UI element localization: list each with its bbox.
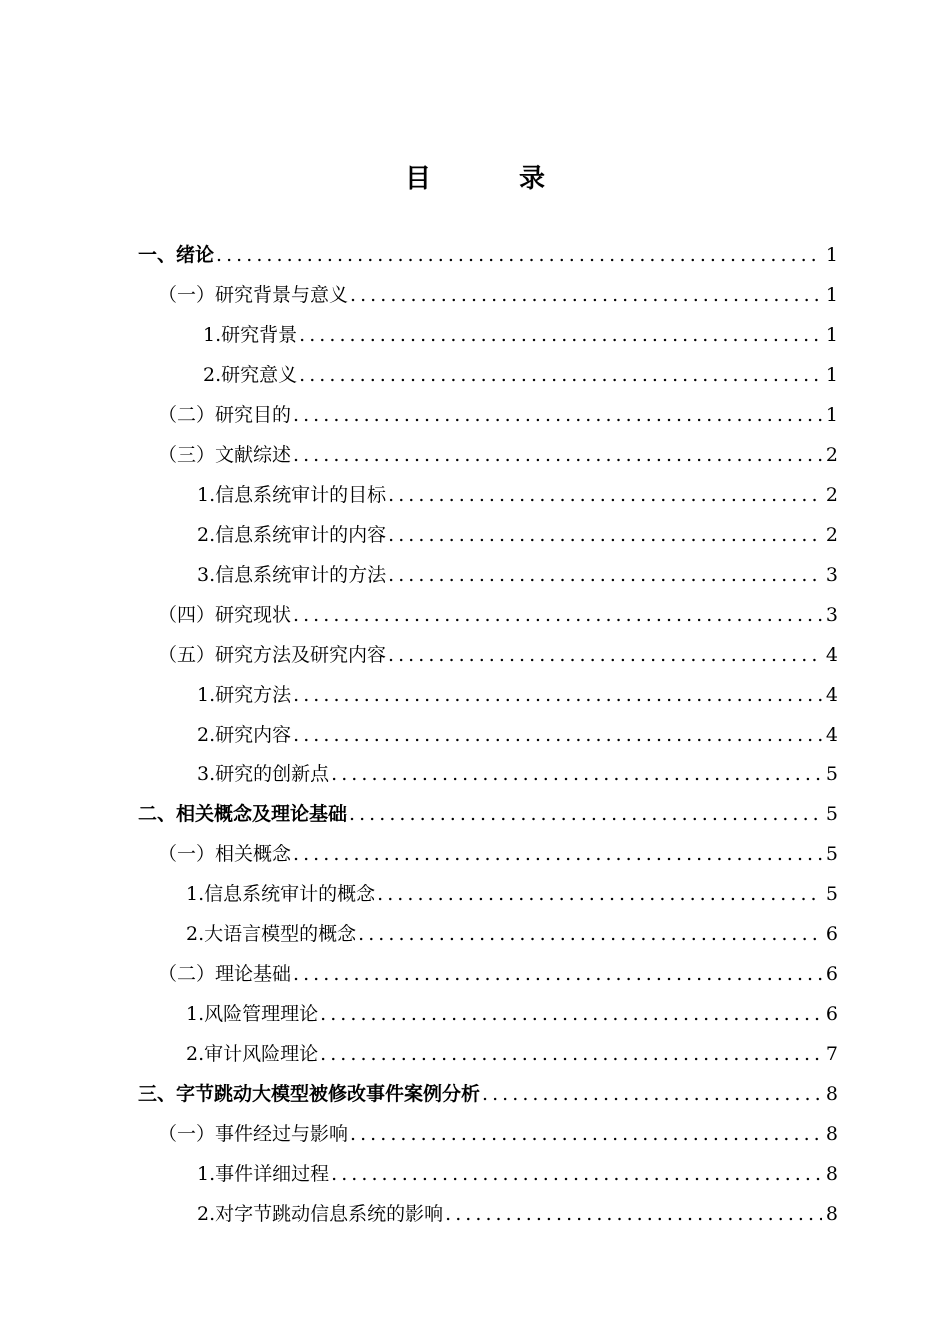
toc-entry-label: （三）文献综述 xyxy=(158,443,292,466)
dot-leader xyxy=(293,435,822,475)
toc-entry-page-number: 4 xyxy=(825,683,838,706)
dot-leader xyxy=(293,834,822,874)
toc-entry-page-number: 5 xyxy=(825,843,838,866)
toc-entry-label: 1.研究背景 xyxy=(203,323,298,346)
dot-leader xyxy=(358,914,822,954)
toc-entry-page-number: 6 xyxy=(825,923,838,946)
toc-title-char-1: 目 xyxy=(404,164,431,194)
dot-leader xyxy=(320,994,822,1034)
dot-leader xyxy=(388,475,822,515)
toc-entry-label: 1.研究方法 xyxy=(197,683,292,706)
dot-leader xyxy=(299,355,822,395)
dot-leader xyxy=(293,595,822,635)
toc-title xyxy=(0,158,950,195)
toc-entry[interactable] xyxy=(158,1114,838,1154)
toc-entry[interactable] xyxy=(186,994,838,1034)
dot-leader xyxy=(299,315,822,355)
toc-entry-page-number: 1 xyxy=(825,323,838,346)
toc-entry-page-number: 2 xyxy=(825,523,838,546)
toc-entry[interactable] xyxy=(158,635,838,675)
toc-entry-label: （一）研究背景与意义 xyxy=(158,283,349,306)
dot-leader xyxy=(482,1074,822,1114)
toc-entry-label: 2.研究意义 xyxy=(203,363,298,386)
toc-entry-page-number: 5 xyxy=(825,763,838,786)
dot-leader xyxy=(388,515,822,555)
toc-entry[interactable] xyxy=(186,874,838,914)
toc-entry[interactable] xyxy=(158,275,838,315)
toc-entry[interactable] xyxy=(138,1074,838,1114)
toc-entry[interactable] xyxy=(203,315,838,355)
dot-leader xyxy=(293,395,822,435)
dot-leader xyxy=(388,635,822,675)
dot-leader xyxy=(350,275,822,315)
toc-entry-label: 2.研究内容 xyxy=(197,723,292,746)
dot-leader xyxy=(331,1154,822,1194)
toc-entry[interactable] xyxy=(197,1154,838,1194)
toc-entry-page-number: 2 xyxy=(825,483,838,506)
toc-entry[interactable] xyxy=(197,1194,838,1234)
dot-leader xyxy=(293,675,822,715)
dot-leader xyxy=(331,754,822,794)
toc-entry[interactable] xyxy=(197,475,838,515)
toc-entry-label: 1.风险管理理论 xyxy=(186,1003,319,1026)
toc-entry-label: 1.事件详细过程 xyxy=(197,1163,330,1186)
toc-entry-label: 3.研究的创新点 xyxy=(197,763,330,786)
toc-entry[interactable] xyxy=(158,435,838,475)
toc-entry-page-number: 3 xyxy=(825,563,838,586)
toc-entry-page-number: 6 xyxy=(825,963,838,986)
toc-entry-page-number: 1 xyxy=(825,244,838,266)
toc-entry[interactable] xyxy=(197,515,838,555)
dot-leader xyxy=(320,1034,822,1074)
toc-entry-label: 1.信息系统审计的目标 xyxy=(197,483,387,506)
toc-entry-page-number: 7 xyxy=(825,1043,838,1066)
dot-leader xyxy=(377,874,822,914)
toc-entry-label: 2.信息系统审计的内容 xyxy=(197,523,387,546)
toc-entry-label: （一）事件经过与影响 xyxy=(158,1123,349,1146)
dot-leader xyxy=(445,1194,822,1234)
toc-entry[interactable] xyxy=(186,1034,838,1074)
toc-entry-label: 三、字节跳动大模型被修改事件案例分析 xyxy=(138,1083,481,1106)
toc-entry[interactable] xyxy=(203,355,838,395)
toc-entry[interactable] xyxy=(158,954,838,994)
toc-entry[interactable] xyxy=(197,675,838,715)
toc-entry-page-number: 5 xyxy=(825,803,838,826)
toc-entry-label: 二、相关概念及理论基础 xyxy=(138,803,348,826)
toc-entry[interactable] xyxy=(158,395,838,435)
dot-leader xyxy=(350,1114,822,1154)
toc-entry-page-number: 8 xyxy=(825,1123,838,1146)
toc-entry-page-number: 5 xyxy=(825,883,838,906)
toc-entry[interactable] xyxy=(138,794,838,834)
toc-entry[interactable] xyxy=(186,914,838,954)
toc-entry-page-number: 4 xyxy=(825,643,838,666)
toc-entry[interactable] xyxy=(197,555,838,595)
toc-entry[interactable] xyxy=(197,754,838,794)
toc-entry-page-number: 6 xyxy=(825,1003,838,1026)
toc-entry-page-number: 8 xyxy=(825,1083,838,1106)
toc-entry[interactable] xyxy=(197,715,838,755)
toc-entry-label: （五）研究方法及研究内容 xyxy=(158,643,387,666)
toc-entry[interactable] xyxy=(138,235,838,275)
dot-leader xyxy=(293,954,822,994)
toc-entry-label: （二）理论基础 xyxy=(158,963,292,986)
toc-title-char-2: 录 xyxy=(519,164,546,194)
toc-entry-label: 2.审计风险理论 xyxy=(186,1043,319,1066)
toc-entry[interactable] xyxy=(158,834,838,874)
dot-leader xyxy=(293,715,822,755)
dot-leader xyxy=(388,555,822,595)
toc-entry-label: 1.信息系统审计的概念 xyxy=(186,883,376,906)
toc-entry-page-number: 8 xyxy=(825,1163,838,1186)
toc-entry-label: （一）相关概念 xyxy=(158,843,292,866)
toc-entry[interactable] xyxy=(158,595,838,635)
toc-entry-label: 一、绪论 xyxy=(138,244,215,266)
toc-entry-label: 2.对字节跳动信息系统的影响 xyxy=(197,1203,444,1226)
toc-entry-page-number: 1 xyxy=(825,363,838,386)
toc-entry-page-number: 2 xyxy=(825,443,838,466)
toc-entry-label: （二）研究目的 xyxy=(158,403,292,426)
toc-entry-page-number: 1 xyxy=(825,403,838,426)
toc-entry-label: 3.信息系统审计的方法 xyxy=(197,563,387,586)
toc-entry-page-number: 8 xyxy=(825,1203,838,1226)
toc-entry-page-number: 4 xyxy=(825,723,838,746)
toc-entry-label: （四）研究现状 xyxy=(158,603,292,626)
toc-entry-label: 2.大语言模型的概念 xyxy=(186,923,357,946)
dot-leader xyxy=(216,235,822,275)
toc-entry-page-number: 3 xyxy=(825,603,838,626)
toc-entry-page-number: 1 xyxy=(825,283,838,306)
dot-leader xyxy=(349,794,822,834)
